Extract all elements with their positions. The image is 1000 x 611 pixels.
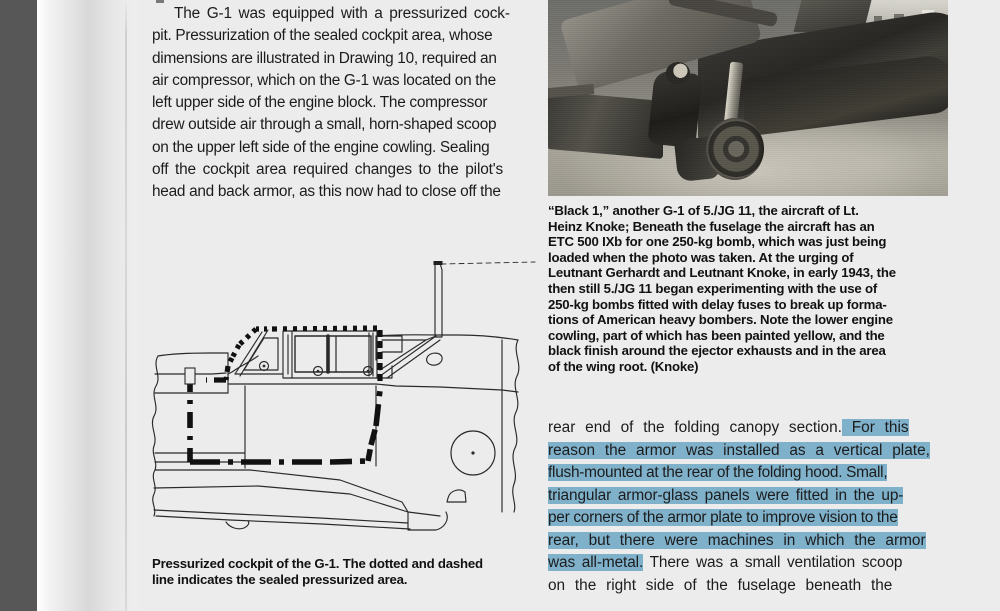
caption-line: Pressurized cockpit of the G-1. The dotted and dashed <box>152 556 483 571</box>
text-line <box>548 440 948 463</box>
text-line <box>548 462 948 485</box>
text-line <box>548 530 948 553</box>
body-line: on the upper left side of the engine cowling. Sealing <box>152 138 490 156</box>
caption-line: line indicates the sealed pressurized area. <box>152 571 408 587</box>
caption-line: ETC 500 IXb for one 250-kg bomb, which was just being <box>548 234 887 250</box>
lower-right-text-block <box>548 417 948 597</box>
caption-line: tions of American heavy bombers. Note the lower engine <box>548 312 893 328</box>
highlighted-text-run: flush-mounted at the rear of the folding hood. Small, <box>548 464 888 481</box>
highlighted-text-run: was all-metal. <box>548 554 644 571</box>
caption-line: Heinz Knoke; Beneath the fuselage the aircraft has an <box>548 218 875 234</box>
highlighted-text-run: reason the armor was installed as a vertical plate, <box>548 441 930 459</box>
highlighted-text-run: rear, but there were machines in which the armor <box>548 531 926 549</box>
caption-line: then still 5./JG 11 began experimenting with the use of <box>548 280 878 296</box>
caption-line: cowling, part of which has been painted yellow, and the <box>548 327 885 343</box>
text-run-plain: on the right side of the fuselage beneath the <box>548 576 893 594</box>
left-paragraph <box>152 3 544 204</box>
scanner-background-edge <box>0 0 37 611</box>
caption-line: black finish around the ejector exhausts and in the area <box>548 343 886 359</box>
text-line <box>548 575 948 598</box>
photo-caption-block <box>548 203 940 375</box>
body-line: dimensions are illustrated in Drawing 10, required an <box>152 49 497 67</box>
body-line: off the cockpit area required changes to the pilot's <box>152 161 504 179</box>
mechanic-head <box>666 62 690 84</box>
body-line: The G-1 was equipped with a pressurized cock- <box>174 5 510 22</box>
caption-line: Leutnant Gerhardt and Leutnant Knoke, in early 1943, the <box>548 265 896 281</box>
body-line: drew outside air through a small, horn-shaped scoop <box>152 116 497 134</box>
caption-line: 250-kg bombs fitted with delay fuses to break up forma- <box>548 296 887 312</box>
text-run-plain: rear end of the folding canopy section. <box>548 419 842 436</box>
aircraft-photograph <box>548 0 948 196</box>
highlighted-text-run: For this <box>841 419 909 436</box>
ground-equipment <box>548 91 663 159</box>
body-line: head and back armor, as this now had to close off the <box>152 183 501 201</box>
photo-image <box>548 0 948 196</box>
page-crease-line <box>125 0 127 611</box>
body-line: air compressor, which on the G-1 was located on the <box>152 71 496 89</box>
text-run-plain: There was a small ventilation scoop <box>643 554 903 571</box>
drawing-caption-block <box>152 556 542 587</box>
photo-caption-text <box>548 203 940 375</box>
cockpit-technical-drawing <box>140 240 544 552</box>
page-gutter-shadow <box>37 0 147 611</box>
text-line <box>548 507 948 530</box>
caption-line: of the wing root. (Knoke) <box>548 358 699 374</box>
text-line <box>548 417 948 440</box>
highlighted-text-run: per corners of the armor plate to improve vision to the <box>548 509 898 526</box>
body-line: pit. Pressurization of the sealed cockpit area, whose <box>152 27 493 45</box>
main-wheel <box>706 118 764 180</box>
text-line <box>548 485 948 508</box>
caption-line: loaded when the photo was taken. At the urging of <box>548 249 854 265</box>
body-line: left upper side of the engine block. The compressor <box>152 94 488 112</box>
highlighted-text-run: triangular armor-glass panels were fitted in the up- <box>548 486 904 504</box>
text-line <box>548 552 948 575</box>
drawing-caption-text <box>152 556 542 587</box>
left-column-body-text <box>152 3 544 204</box>
caption-line: “Black 1,” another G-1 of 5./JG 11, the aircraft of Lt. <box>548 203 859 218</box>
